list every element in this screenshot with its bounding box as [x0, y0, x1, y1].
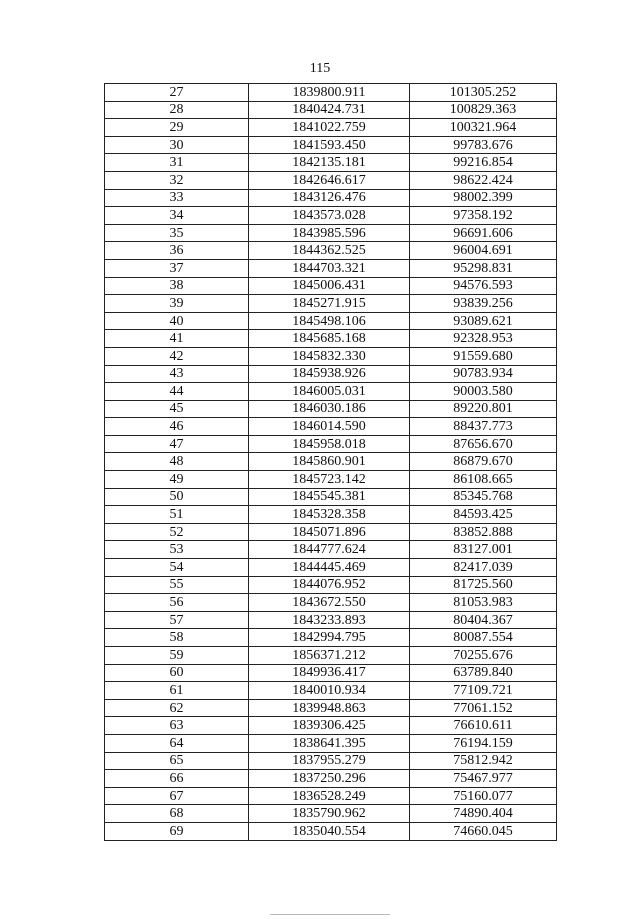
table-row [105, 119, 557, 137]
x-coordinate-cell: 1846030.186 [249, 400, 410, 418]
x-coordinate-cell: 1841022.759 [249, 119, 410, 137]
point-number-cell: 36 [105, 242, 249, 260]
table-row [105, 295, 557, 313]
x-coordinate-cell: 1846014.590 [249, 418, 410, 436]
table-row [105, 734, 557, 752]
y-coordinate-cell: 81053.983 [410, 594, 557, 612]
x-coordinate-cell: 1844777.624 [249, 541, 410, 559]
point-number-cell: 47 [105, 435, 249, 453]
point-number-cell: 27 [105, 84, 249, 102]
table-row [105, 488, 557, 506]
y-coordinate-cell: 92328.953 [410, 330, 557, 348]
table-row [105, 207, 557, 225]
point-number-cell: 29 [105, 119, 249, 137]
table-body [105, 84, 557, 841]
point-number-cell: 31 [105, 154, 249, 172]
point-number-cell: 55 [105, 576, 249, 594]
table-row [105, 787, 557, 805]
y-coordinate-cell: 98002.399 [410, 189, 557, 207]
table-row [105, 330, 557, 348]
y-coordinate-cell: 87656.670 [410, 435, 557, 453]
point-number-cell: 51 [105, 506, 249, 524]
point-number-cell: 58 [105, 629, 249, 647]
table-row [105, 154, 557, 172]
table-row [105, 594, 557, 612]
point-number-cell: 38 [105, 277, 249, 295]
point-number-cell: 69 [105, 822, 249, 840]
point-number-cell: 40 [105, 312, 249, 330]
x-coordinate-cell: 1856371.212 [249, 647, 410, 665]
x-coordinate-cell: 1845832.330 [249, 347, 410, 365]
point-number-cell: 30 [105, 136, 249, 154]
table-row [105, 242, 557, 260]
table-row [105, 347, 557, 365]
x-coordinate-cell: 1840424.731 [249, 101, 410, 119]
table-row [105, 682, 557, 700]
table-row [105, 805, 557, 823]
point-number-cell: 57 [105, 611, 249, 629]
point-number-cell: 54 [105, 559, 249, 577]
table-row [105, 136, 557, 154]
x-coordinate-cell: 1843573.028 [249, 207, 410, 225]
table-row [105, 277, 557, 295]
point-number-cell: 44 [105, 383, 249, 401]
y-coordinate-cell: 96004.691 [410, 242, 557, 260]
y-coordinate-cell: 75467.977 [410, 770, 557, 788]
x-coordinate-cell: 1842646.617 [249, 171, 410, 189]
point-number-cell: 37 [105, 259, 249, 277]
y-coordinate-cell: 74890.404 [410, 805, 557, 823]
y-coordinate-cell: 99783.676 [410, 136, 557, 154]
point-number-cell: 33 [105, 189, 249, 207]
table-row [105, 365, 557, 383]
y-coordinate-cell: 100321.964 [410, 119, 557, 137]
point-number-cell: 64 [105, 734, 249, 752]
table-row [105, 647, 557, 665]
table-row [105, 84, 557, 102]
point-number-cell: 46 [105, 418, 249, 436]
point-number-cell: 28 [105, 101, 249, 119]
table-row [105, 259, 557, 277]
y-coordinate-cell: 83852.888 [410, 523, 557, 541]
x-coordinate-cell: 1843126.476 [249, 189, 410, 207]
y-coordinate-cell: 100829.363 [410, 101, 557, 119]
point-number-cell: 43 [105, 365, 249, 383]
x-coordinate-cell: 1844445.469 [249, 559, 410, 577]
y-coordinate-cell: 75160.077 [410, 787, 557, 805]
x-coordinate-cell: 1845685.168 [249, 330, 410, 348]
x-coordinate-cell: 1835040.554 [249, 822, 410, 840]
page-number: 115 [309, 61, 331, 76]
point-number-cell: 61 [105, 682, 249, 700]
point-number-cell: 62 [105, 699, 249, 717]
x-coordinate-cell: 1845860.901 [249, 453, 410, 471]
y-coordinate-cell: 77061.152 [410, 699, 557, 717]
x-coordinate-cell: 1843985.596 [249, 224, 410, 242]
x-coordinate-cell: 1845071.896 [249, 523, 410, 541]
point-number-cell: 39 [105, 295, 249, 313]
table-row [105, 224, 557, 242]
y-coordinate-cell: 63789.840 [410, 664, 557, 682]
y-coordinate-cell: 74660.045 [410, 822, 557, 840]
x-coordinate-cell: 1839306.425 [249, 717, 410, 735]
x-coordinate-cell: 1839800.911 [249, 84, 410, 102]
point-number-cell: 63 [105, 717, 249, 735]
point-number-cell: 60 [105, 664, 249, 682]
y-coordinate-cell: 70255.676 [410, 647, 557, 665]
table-row [105, 629, 557, 647]
y-coordinate-cell: 99216.854 [410, 154, 557, 172]
x-coordinate-cell: 1845328.358 [249, 506, 410, 524]
table-row [105, 453, 557, 471]
coordinates-table [104, 83, 557, 841]
x-coordinate-cell: 1844076.952 [249, 576, 410, 594]
table-row [105, 576, 557, 594]
y-coordinate-cell: 80404.367 [410, 611, 557, 629]
y-coordinate-cell: 85345.768 [410, 488, 557, 506]
table-row [105, 523, 557, 541]
x-coordinate-cell: 1849936.417 [249, 664, 410, 682]
table-row [105, 506, 557, 524]
y-coordinate-cell: 93839.256 [410, 295, 557, 313]
table-row [105, 699, 557, 717]
y-coordinate-cell: 81725.560 [410, 576, 557, 594]
x-coordinate-cell: 1845006.431 [249, 277, 410, 295]
x-coordinate-cell: 1837955.279 [249, 752, 410, 770]
x-coordinate-cell: 1844362.525 [249, 242, 410, 260]
point-number-cell: 48 [105, 453, 249, 471]
x-coordinate-cell: 1842994.795 [249, 629, 410, 647]
y-coordinate-cell: 94576.593 [410, 277, 557, 295]
x-coordinate-cell: 1844703.321 [249, 259, 410, 277]
y-coordinate-cell: 97358.192 [410, 207, 557, 225]
x-coordinate-cell: 1838641.395 [249, 734, 410, 752]
table-row [105, 418, 557, 436]
y-coordinate-cell: 89220.801 [410, 400, 557, 418]
table-row [105, 171, 557, 189]
point-number-cell: 59 [105, 647, 249, 665]
y-coordinate-cell: 90783.934 [410, 365, 557, 383]
y-coordinate-cell: 84593.425 [410, 506, 557, 524]
table-row [105, 101, 557, 119]
point-number-cell: 42 [105, 347, 249, 365]
x-coordinate-cell: 1845271.915 [249, 295, 410, 313]
table-row [105, 383, 557, 401]
table-row [105, 717, 557, 735]
y-coordinate-cell: 101305.252 [410, 84, 557, 102]
point-number-cell: 32 [105, 171, 249, 189]
y-coordinate-cell: 93089.621 [410, 312, 557, 330]
table-row [105, 541, 557, 559]
y-coordinate-cell: 82417.039 [410, 559, 557, 577]
table-row [105, 611, 557, 629]
table-row [105, 770, 557, 788]
point-number-cell: 49 [105, 471, 249, 489]
table-row [105, 471, 557, 489]
x-coordinate-cell: 1842135.181 [249, 154, 410, 172]
table-row [105, 435, 557, 453]
x-coordinate-cell: 1845545.381 [249, 488, 410, 506]
y-coordinate-cell: 98622.424 [410, 171, 557, 189]
point-number-cell: 50 [105, 488, 249, 506]
point-number-cell: 68 [105, 805, 249, 823]
table-row [105, 312, 557, 330]
x-coordinate-cell: 1839948.863 [249, 699, 410, 717]
point-number-cell: 66 [105, 770, 249, 788]
y-coordinate-cell: 95298.831 [410, 259, 557, 277]
point-number-cell: 35 [105, 224, 249, 242]
x-coordinate-cell: 1845498.106 [249, 312, 410, 330]
x-coordinate-cell: 1845938.926 [249, 365, 410, 383]
point-number-cell: 65 [105, 752, 249, 770]
y-coordinate-cell: 96691.606 [410, 224, 557, 242]
y-coordinate-cell: 77109.721 [410, 682, 557, 700]
x-coordinate-cell: 1846005.031 [249, 383, 410, 401]
y-coordinate-cell: 86108.665 [410, 471, 557, 489]
x-coordinate-cell: 1835790.962 [249, 805, 410, 823]
y-coordinate-cell: 76610.611 [410, 717, 557, 735]
point-number-cell: 56 [105, 594, 249, 612]
table-row [105, 822, 557, 840]
x-coordinate-cell: 1841593.450 [249, 136, 410, 154]
table-row [105, 400, 557, 418]
x-coordinate-cell: 1837250.296 [249, 770, 410, 788]
x-coordinate-cell: 1836528.249 [249, 787, 410, 805]
point-number-cell: 34 [105, 207, 249, 225]
x-coordinate-cell: 1843233.893 [249, 611, 410, 629]
x-coordinate-cell: 1845958.018 [249, 435, 410, 453]
table-row [105, 189, 557, 207]
x-coordinate-cell: 1840010.934 [249, 682, 410, 700]
table-row [105, 664, 557, 682]
point-number-cell: 53 [105, 541, 249, 559]
table-row [105, 752, 557, 770]
point-number-cell: 52 [105, 523, 249, 541]
y-coordinate-cell: 80087.554 [410, 629, 557, 647]
x-coordinate-cell: 1843672.550 [249, 594, 410, 612]
y-coordinate-cell: 88437.773 [410, 418, 557, 436]
point-number-cell: 67 [105, 787, 249, 805]
x-coordinate-cell: 1845723.142 [249, 471, 410, 489]
y-coordinate-cell: 83127.001 [410, 541, 557, 559]
y-coordinate-cell: 75812.942 [410, 752, 557, 770]
y-coordinate-cell: 90003.580 [410, 383, 557, 401]
y-coordinate-cell: 76194.159 [410, 734, 557, 752]
y-coordinate-cell: 86879.670 [410, 453, 557, 471]
y-coordinate-cell: 91559.680 [410, 347, 557, 365]
scan-edge-mark [270, 914, 390, 915]
table-row [105, 559, 557, 577]
point-number-cell: 45 [105, 400, 249, 418]
point-number-cell: 41 [105, 330, 249, 348]
